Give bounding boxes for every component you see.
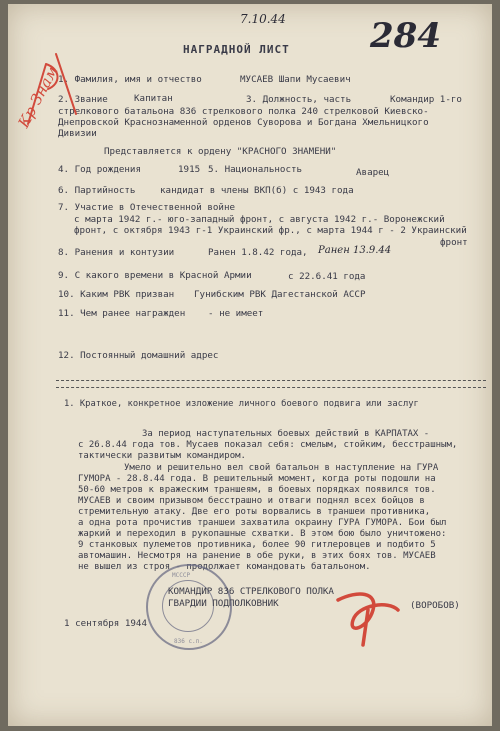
feat-line: автомашин. Несмотря на ранение в обе руки, в этих боях тов. МУСАЕВ <box>78 551 436 561</box>
handwritten-number: 284 <box>370 16 441 56</box>
field-3-label: 3. Должность, часть <box>246 94 352 105</box>
field-12-label: 12. Постоянный домашний адрес <box>58 350 219 361</box>
handwritten-date: 7.10.44 <box>240 12 286 26</box>
field-3-value-line2: стрелкового батальона 836 стрелкового полка 240 стрелковой Киевско- <box>58 106 429 117</box>
field-7-line3: фронт <box>440 237 468 248</box>
field-8-label: 8. Ранения и контузии <box>58 247 175 258</box>
field-11-value: - не имеет <box>208 308 264 319</box>
field-10-value: Гунибским РВК Дагестанской АССР <box>194 289 366 300</box>
field-4-value: 1915 <box>178 164 201 175</box>
field-7-label: 7. Участие в Отечественной войне <box>58 202 236 213</box>
signature-line-1: КОМАНДИР 836 СТРЕЛКОВОГО ПОЛКА <box>168 586 334 597</box>
feat-line: 9 станковых пулеметов противника, более 90 гитлеровцев и подбито 5 <box>78 540 436 550</box>
field-6-label: 6. Партийность <box>58 185 136 196</box>
feat-line: не вышел из строя - продолжает командовать батальоном. <box>78 562 371 572</box>
document-date: 1 сентября 1944 <box>64 618 147 629</box>
feat-line: МУСАЕВ и своим призывом бесстрашно и отваги поднял всех бойцов в <box>78 496 425 506</box>
red-margin-mark <box>16 44 96 134</box>
field-6-value: кандидат в члены ВКП(б) с 1943 года <box>160 185 354 196</box>
signature-line-2: ГВАРДИИ ПОДПОЛКОВНИК <box>168 598 279 609</box>
feat-line: 50-60 метров к вражеским траншеям, в боевых порядках появился тов. <box>78 485 436 495</box>
field-7-line2: фронт, с октября 1943 г-1 Украинский фр., с марта 1944 г - 2 Украинский <box>74 225 467 236</box>
field-1-label: 1. Фамилия, имя и отчество <box>58 74 202 85</box>
field-7-line1: с марта 1942 г.- юго-западный фронт, с августа 1942 г.- Воронежский <box>74 214 445 225</box>
field-5-label: 5. Национальность <box>208 164 303 175</box>
field-5-value: Аварец <box>356 167 390 178</box>
feat-line: Умело и решительно вел свой батальон в наступление на ГУРА <box>124 463 439 473</box>
represented-to-order: Представляется к ордену "КРАСНОГО ЗНАМЕНИ" <box>104 146 337 157</box>
field-1-value: МУСАЕВ Шапи Мусаевич <box>240 74 351 85</box>
stamp-text-top: МСССР <box>172 572 191 579</box>
red-margin-note: Кр Знам <box>14 63 62 131</box>
stamp-text-bottom: 836 с.п. <box>174 638 203 645</box>
feat-line: ГУМОРА - 28.8.44 года. В решительный момент, когда роты подошли на <box>78 474 436 484</box>
feat-section-heading: 1. Краткое, конкретное изложение личного боевого подвига или заслуг <box>64 399 419 409</box>
feat-line: с 26.8.44 года тов. Мусаев показал себя: смелым, стойким, бесстрашным, <box>78 440 458 450</box>
award-sheet <box>8 4 492 726</box>
field-4-label: 4. Год рождения <box>58 164 141 175</box>
section-divider-top <box>56 380 486 381</box>
document-title: НАГРАДНОЙ ЛИСТ <box>183 43 290 56</box>
field-11-label: 11. Чем ранее награжден <box>58 308 186 319</box>
field-2-value: Капитан <box>134 93 173 104</box>
field-3-value-line3: Днепровской Краснознаменной орденов Суворова и Богдана Хмельницкого <box>58 117 429 128</box>
feat-line: а одна рота прочистив траншеи захватила окраину ГУРА ГУМОРА. Бои был <box>78 518 447 528</box>
field-9-value: с 22.6.41 года <box>288 271 366 282</box>
feat-line: тактически развитым командиром. <box>78 451 246 461</box>
signer-name: (ВОРОБОВ) <box>410 600 460 611</box>
feat-line: За период наступательных боевых действий в КАРПАТАХ - <box>142 429 430 439</box>
field-8-handwritten: Ранен 13.9.44 <box>318 245 392 256</box>
signature-mark <box>328 580 408 650</box>
field-10-label: 10. Каким РВК призван <box>58 289 175 300</box>
feat-line: жаркий и переходил в рукопашные схватки. В этом бою было уничтожено: <box>78 529 447 539</box>
field-9-label: 9. С какого времени в Красной Армии <box>58 270 252 281</box>
field-3-value-line4: Дивизии <box>58 128 97 139</box>
field-8-value: Ранен 1.8.42 года, <box>208 247 308 258</box>
field-2-label: 2. Звание <box>58 94 108 105</box>
section-divider-bottom <box>56 387 486 388</box>
field-3-value-line1: Командир 1-го <box>390 94 462 105</box>
feat-line: стремительную атаку. Две его роты ворвались в траншеи противника, <box>78 507 431 517</box>
